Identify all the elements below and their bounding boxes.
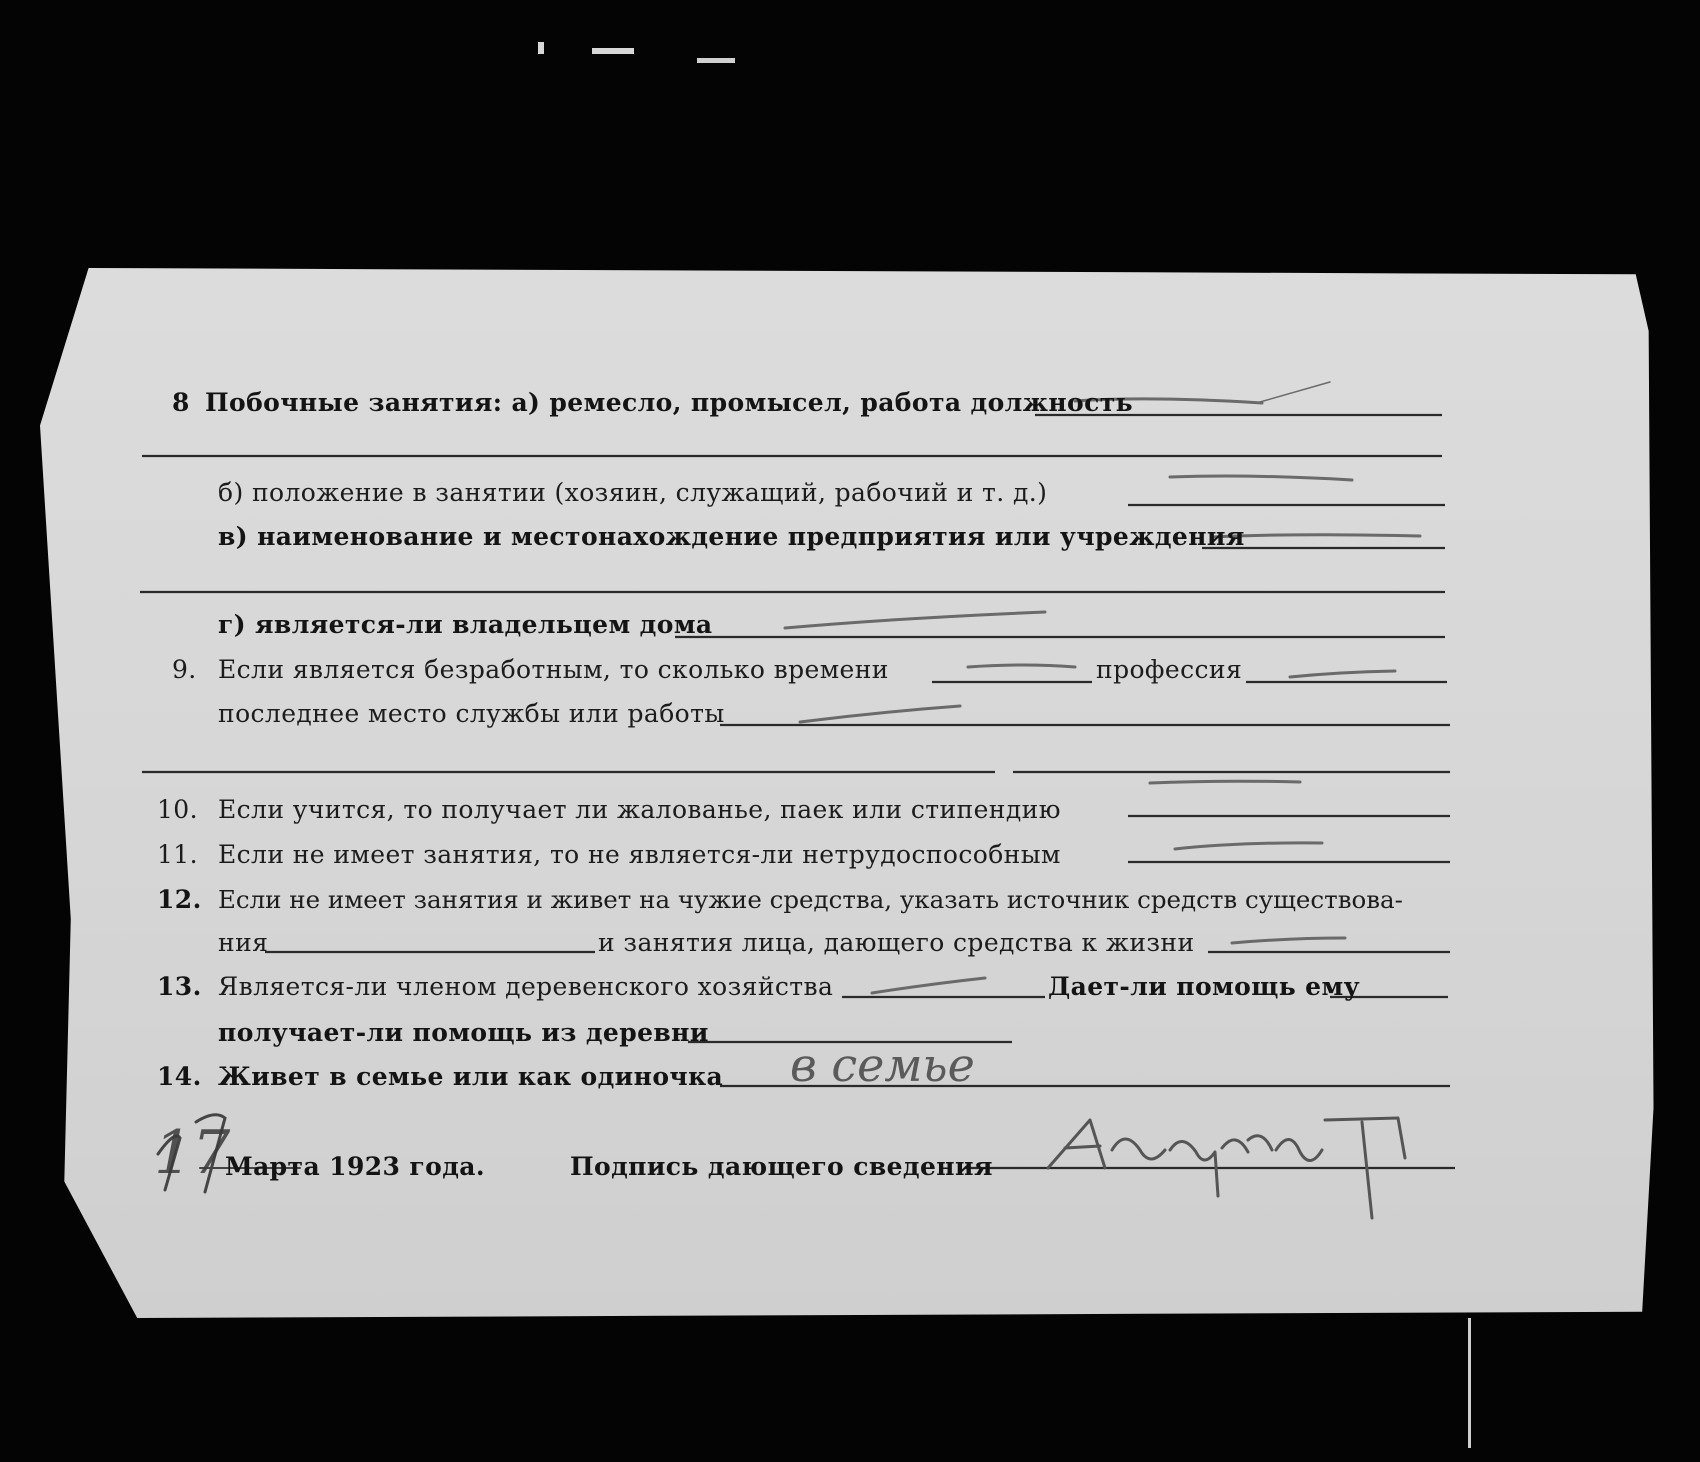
q14-number: 14. <box>157 1062 202 1091</box>
q12-line2-a: ния <box>218 928 269 957</box>
q11-text: Если не имеет занятия, то не является-ли нетрудоспособным <box>218 840 1061 869</box>
q12-line1: Если не имеет занятия и живет на чужие средства, указать источник средств существова- <box>218 885 1403 914</box>
q12-line2-b: и занятия лица, дающего средства к жизни <box>598 928 1195 957</box>
q13-line1-b: Дает-ли помощь ему <box>1048 972 1360 1001</box>
q10-text: Если учится, то получает ли жалованье, паек или стипендию <box>218 795 1061 824</box>
q13-number: 13. <box>157 972 202 1001</box>
q13-line2: получает-ли помощь из деревни <box>218 1018 709 1047</box>
q8-line-b: б) положение в занятии (хозяин, служащий, рабочий и т. д.) <box>218 478 1048 507</box>
q9-number: 9. <box>172 655 197 684</box>
speck <box>538 42 544 54</box>
q12-number: 12. <box>157 885 202 914</box>
q8-line-g: г) является-ли владельцем дома <box>218 610 713 639</box>
q14-text: Живет в семье или как одиночка <box>218 1062 724 1091</box>
speck <box>592 48 634 54</box>
footer-date: Марта 1923 года. <box>225 1152 485 1181</box>
q9-line2: последнее место службы или работы <box>218 699 725 728</box>
q10-number: 10. <box>157 795 198 824</box>
q11-number: 11. <box>157 840 198 869</box>
q13-line1-a: Является-ли членом деревенского хозяйства <box>218 972 834 1001</box>
q14-handwritten-answer: в семье <box>790 1038 975 1092</box>
q9-line1-a: Если является безработным, то сколько времени <box>218 655 889 684</box>
scan-streak <box>1468 1318 1471 1448</box>
q8-line-v: в) наименование и местонахождение предприятия или учреждения <box>218 522 1245 551</box>
speck <box>697 58 735 63</box>
footer-signature-label: Подпись дающего сведения <box>570 1152 993 1181</box>
q8-number: 8 <box>172 388 190 417</box>
q8-line-a: Побочные занятия: а) ремесло, промысел, работа должность <box>205 388 1134 417</box>
footer-day: 17 <box>154 1118 231 1188</box>
q9-line1-b: профессия <box>1096 655 1243 684</box>
